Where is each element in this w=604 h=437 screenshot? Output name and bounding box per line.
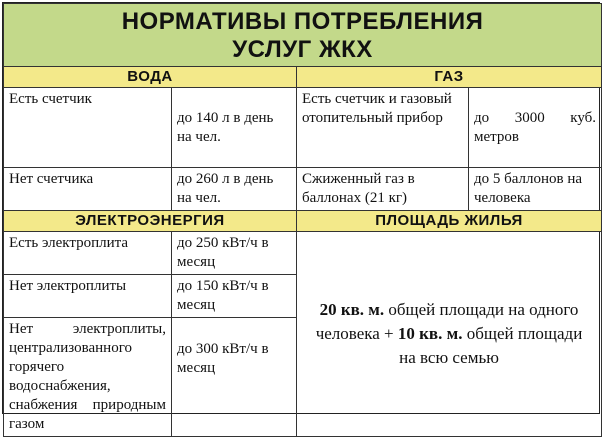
water-condition-no-meter: Нет счетчика xyxy=(4,168,172,211)
section-gas: ГАЗ xyxy=(297,67,602,88)
table-title xyxy=(4,4,602,67)
section-electricity: ЭЛЕКТРОЭНЕРГИЯ xyxy=(4,211,297,232)
title-line-1: НОРМАТИВЫ ПОТРЕБЛЕНИЯ xyxy=(121,8,484,35)
water-norm-no-meter: до 260 л в день на чел. xyxy=(172,168,297,211)
gas-condition-bottled: Сжиженный газ в баллонах (21 кг) xyxy=(297,168,469,211)
electricity-condition-stove: Есть электроплита xyxy=(4,232,172,275)
title-line-2: УСЛУГ ЖКХ xyxy=(232,36,373,63)
norms-table-frame xyxy=(2,2,600,432)
electricity-norm-no-utilities: до 300 кВт/ч в месяц xyxy=(172,318,297,437)
electricity-condition-no-stove: Нет электроплиты xyxy=(4,275,172,318)
area-per-family-text: общей площади на всю семью xyxy=(399,324,583,367)
electricity-norm-stove: до 250 кВт/ч в месяц xyxy=(172,232,297,275)
gas-norm-meter: до 3000 куб. метров xyxy=(469,88,602,168)
electricity-condition-no-utilities: Нет электроплиты, централизованного горячего водоснабжения, снабжения природным газом xyxy=(4,318,172,437)
section-water: ВОДА xyxy=(4,67,297,88)
water-condition-meter: Есть счетчик xyxy=(4,88,172,168)
water-norm-meter: до 140 л в день на чел. xyxy=(172,88,297,168)
section-living-area: ПЛОЩАДЬ ЖИЛЬЯ xyxy=(297,211,602,232)
living-area-text xyxy=(297,232,602,437)
electricity-norm-no-stove: до 150 кВт/ч в месяц xyxy=(172,275,297,318)
area-per-family-value: 10 кв. м. xyxy=(397,324,463,343)
gas-norm-bottled: до 5 баллонов на человека xyxy=(469,168,602,211)
area-per-person-text: общей площади на одного человека + xyxy=(315,300,579,343)
area-per-person-value: 20 кв. м. xyxy=(319,300,385,319)
gas-condition-meter: Есть счетчик и газовый отопительный прибор xyxy=(297,88,469,168)
norms-table xyxy=(3,3,602,437)
